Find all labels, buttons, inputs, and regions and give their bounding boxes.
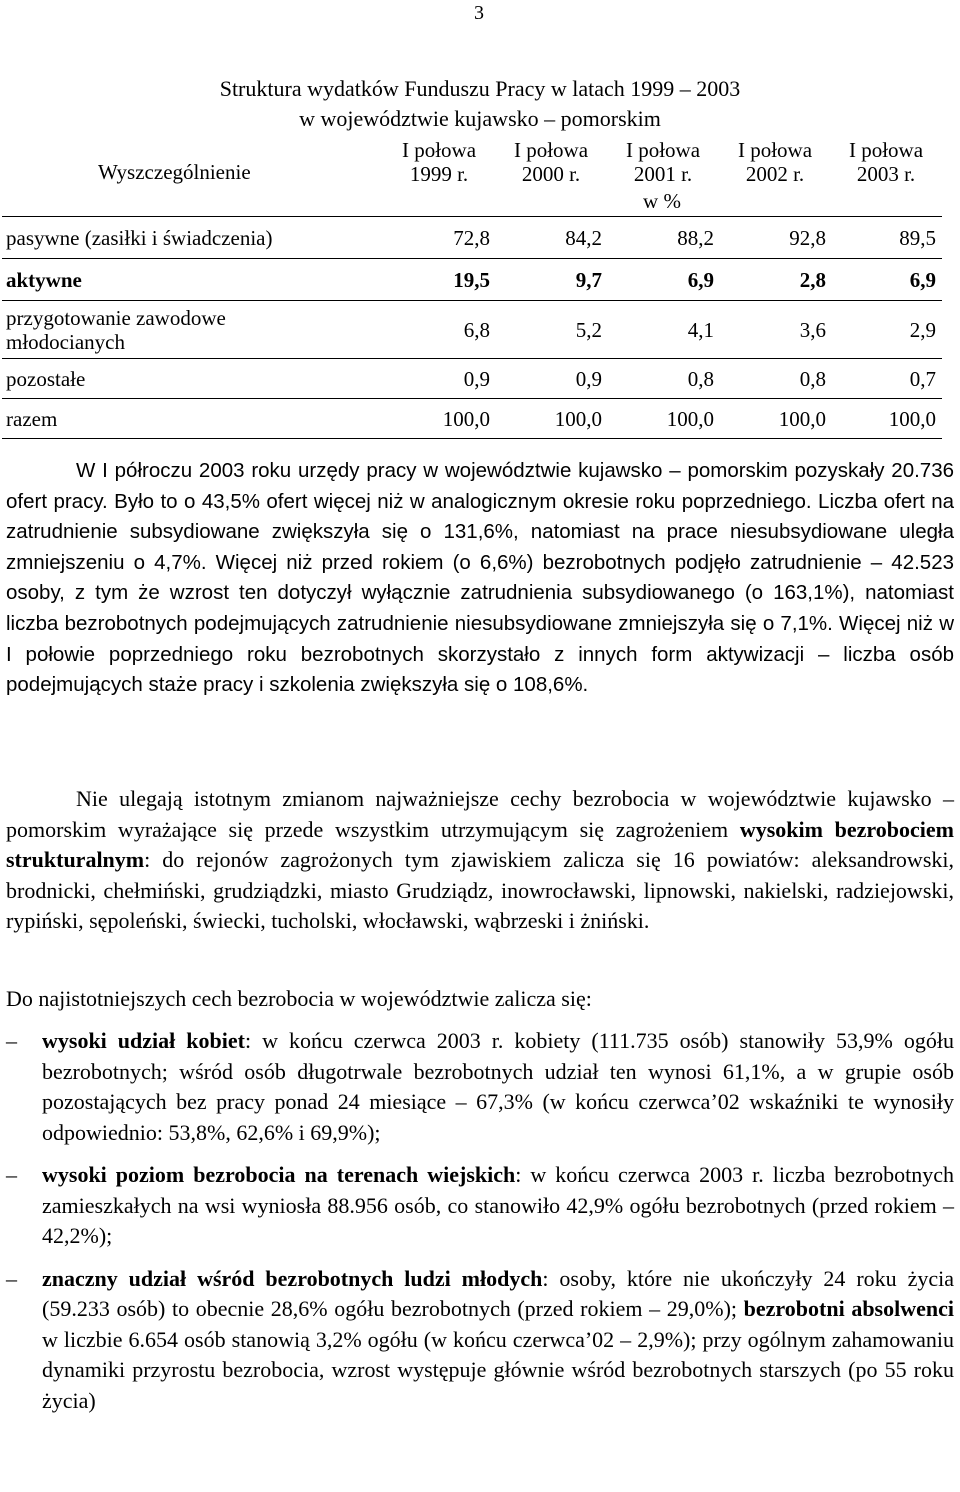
row-label: pozostałe: [2, 359, 384, 399]
dash-bullet: –: [6, 1162, 17, 1187]
list-item-bold: bezrobotni absolwenci: [743, 1296, 954, 1321]
list-item: [6, 1160, 954, 1252]
row-label: przygotowanie zawodowe młodocianych: [2, 301, 384, 359]
cell: 88,2: [608, 217, 720, 259]
paragraph-bold: wysokim bezrobociem strukturalnym: [6, 816, 954, 872]
table-row: [2, 301, 942, 359]
page-number: 3: [474, 2, 484, 24]
cell: 100,0: [720, 399, 832, 439]
row-label: pasywne (zasiłki i świadczenia): [2, 217, 384, 259]
cell: 6,9: [832, 259, 942, 301]
cell: 100,0: [608, 399, 720, 439]
row-label: aktywne: [2, 259, 384, 301]
cell: 2,9: [832, 301, 942, 359]
header-col-2002: I połowa 2002 r.: [737, 138, 813, 186]
cell: 5,2: [496, 301, 608, 359]
cell: 3,6: [720, 301, 832, 359]
features-list: [6, 1026, 954, 1428]
cell: 100,0: [496, 399, 608, 439]
cell: 0,8: [608, 359, 720, 399]
table-title-line2: w województwie kujawsko – pomorskim: [299, 106, 661, 131]
unit-row: [2, 186, 942, 217]
list-item-text: w liczbie 6.654 osób stanowią 3,2% ogółu (w końcu czerwca’02 – 2,9%); przy ogólnym zahamowaniu dynamiki przyrostu bezrobocia, wzrost występuje głównie wśród bezrobotnych starszych (po 55 roku życia): [42, 1326, 954, 1413]
cell: 6,8: [384, 301, 496, 359]
dash-bullet: –: [6, 1265, 17, 1291]
cell: 0,9: [384, 359, 496, 399]
header-label: Wyszczególnienie: [98, 160, 251, 184]
cell: 0,7: [832, 359, 942, 399]
cell: 89,5: [832, 217, 942, 259]
unit-label: w %: [643, 189, 681, 213]
paragraph-structural-unemployment: [6, 784, 954, 937]
cell: 19,5: [384, 259, 496, 301]
cell: 9,7: [496, 259, 608, 301]
list-item: [6, 1026, 954, 1148]
list-item-bold: wysoki poziom bezrobocia na terenach wiejskich: [42, 1162, 516, 1187]
cell: 100,0: [832, 399, 942, 439]
table-header-row: [2, 138, 942, 186]
list-item-text: : w końcu czerwca 2003 r. kobiety (111.735 osób) stanowiły 53,9% ogółu bezrobotnych; wśród osób długotrwale bezrobotnych udział ten wynosi 61,1%, a w grupie osób pozostających bez pracy ponad 24 miesiące – 67,3% (w końcu czerwca’02 wskaźniki te wynosiły odpowiednio: 53,8%, 62,6% i 69,9%);: [42, 1028, 954, 1145]
table-row: [2, 259, 942, 301]
cell: 2,8: [720, 259, 832, 301]
list-item-bold: znaczny udział wśród bezrobotnych ludzi młodych: [42, 1265, 543, 1291]
list-item-bold: wysoki udział kobiet: [42, 1028, 245, 1053]
cell: 84,2: [496, 217, 608, 259]
paragraph-features-intro: Do najistotniejszych cech bezrobocia w województwie zalicza się:: [6, 986, 592, 1011]
header-col-2003: I połowa 2003 r.: [848, 138, 924, 186]
cell: 92,8: [720, 217, 832, 259]
table-row: [2, 217, 942, 259]
header-col-2000: I połowa 2000 r.: [513, 138, 589, 186]
cell: 0,9: [496, 359, 608, 399]
list-item: [6, 1264, 954, 1417]
cell: 72,8: [384, 217, 496, 259]
cell: 4,1: [608, 301, 720, 359]
list-item-text: : w końcu czerwca 2003 r. liczba bezrobotnych zamieszkałych na wsi wyniosła 88.956 osób, co stanowiło 42,9% ogółu bezrobotnych (przed rokiem – 42,2%);: [42, 1162, 954, 1248]
table-row: [2, 399, 942, 439]
paragraph-job-offers: W I półroczu 2003 roku urzędy pracy w województwie kujawsko – pomorskim pozyskały 20.736 ofert pracy. Było to o 43,5% ofert więcej niż w analogicznym okresie roku poprzedniego. Liczba ofert na zatrudnienie subsydiowane zwiększyła się o 131,6%, natomiast na prace niesubsydiowane uległa zmniejszeniu o 4,7%. Więcej niż przed rokiem (o 6,6%) bezrobotnych podjęło zatrudnienie – 42.523 osoby, z tym że wzrost ten dotyczył wyłącznie zatrudnienia subsydiowanego (o 163,1%), natomiast liczba bezrobotnych podejmujących zatrudnienie niesubsydiowane zmniejszyła się o 7,1%. Więcej niż w I połowie poprzedniego roku bezrobotnych skorzystało z innych form aktywizacji – liczba osób podejmujących staże pracy i szkolenia zwiększyła się o 108,6%.: [6, 459, 954, 697]
paragraph-text: : do rejonów zagrożonych tym zjawiskiem zalicza się 16 powiatów: aleksandrowski, brodnicki, chełmiński, grudziądzki, miasto Grudziądz, inowrocławski, lipnowski, nakielski, radziejowski, rypiński, sępoleński, świecki, tucholski, włocławski, wąbrzeski i żniński.: [6, 847, 954, 933]
table-row: [2, 359, 942, 399]
header-col-2001: I połowa 2001 r.: [625, 138, 701, 186]
cell: 6,9: [608, 259, 720, 301]
paragraph-text: Nie ulegają istotnym zmianom najważniejsze cechy bezrobocia w województwie kujawsko – pomorskim wyrażające się przede wszystkim utrzymującym się zagrożeniem: [6, 786, 954, 842]
header-col-1999: I połowa 1999 r.: [401, 138, 477, 186]
row-label: razem: [2, 399, 384, 439]
table-title: [0, 74, 960, 134]
list-item-text: : osoby, które nie ukończyły 24 roku życia (59.233 osób) to obecnie 28,6% ogółu bezrobotnych (przed rokiem – 29,0%);: [42, 1265, 954, 1321]
cell: 0,8: [720, 359, 832, 399]
expenditure-table: [2, 138, 942, 439]
dash-bullet: –: [6, 1028, 17, 1053]
cell: 100,0: [384, 399, 496, 439]
table-title-line1: Struktura wydatków Funduszu Pracy w latach 1999 – 2003: [219, 76, 741, 101]
